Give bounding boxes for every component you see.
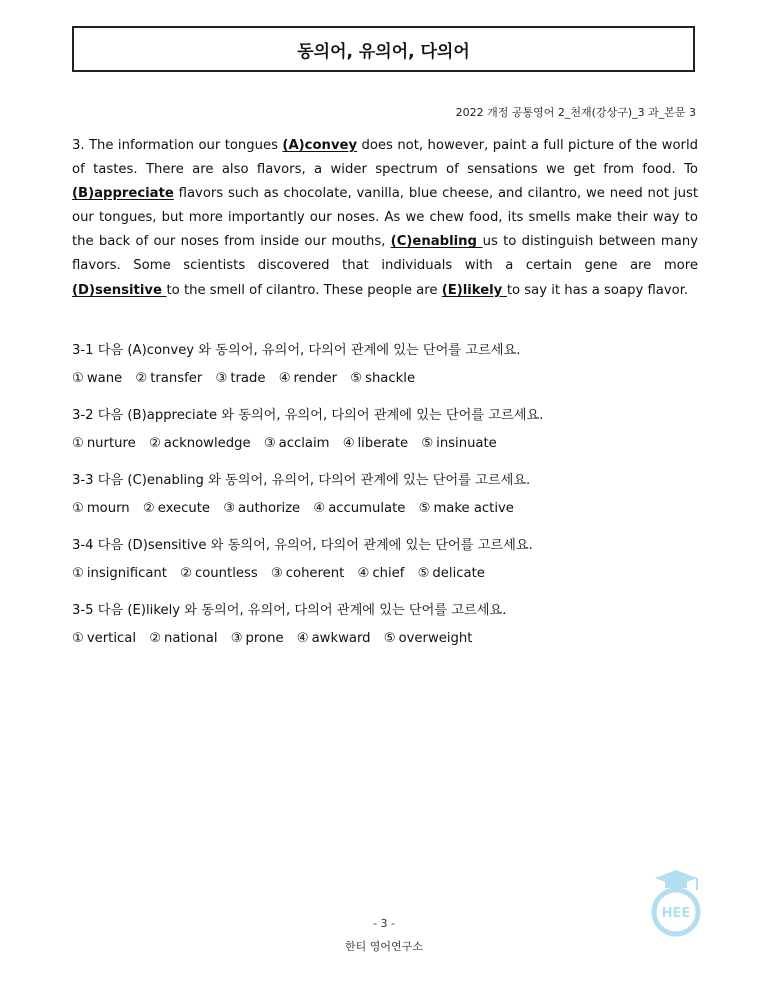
publisher-footer: 한티 영어연구소 [345,940,423,953]
marked-word-d: (D)sensitive [72,282,167,298]
passage-text: flavors such as chocolate, vanilla, blue cheese, and cilantro, we need not just our tongues, but more importantly our noses. As we chew food, its smells make their way to the back of our noses from inside our mouths, [72,186,698,250]
option-text: vertical [86,631,136,646]
option-number: ③ [223,501,236,516]
answer-options [72,500,702,518]
page-number: - 3 - [373,917,395,930]
option-number: ③ [270,566,283,581]
title-box [72,26,695,72]
option-number: ④ [296,631,309,646]
option-5[interactable] [419,501,514,516]
option-number: ① [72,371,84,386]
question-3-1 [72,342,702,388]
marked-word-a: (A)convey [282,138,358,153]
option-number: ⑤ [421,436,434,451]
option-1[interactable] [72,436,136,451]
option-2[interactable] [149,631,217,646]
passage-text: does not, however, paint a full picture of the world of tastes. There are also flavors, a wider spectrum of sensations we get from food. To [72,138,698,178]
option-text: countless [194,566,258,581]
question-stem: 3-1 다음 (A)convey 와 동의어, 유의어, 다의어 관계에 있는 단어를 고르세요. [72,343,521,358]
option-text: mourn [86,501,130,516]
question-stem: 3-4 다음 (D)sensitive 와 동의어, 유의어, 다의어 관계에 있는 단어를 고르세요. [72,538,533,553]
option-number: ② [142,501,155,516]
question-3-2 [72,407,702,453]
document-subtitle: 2022 개정 공통영어 2_천재(강상구)_3 과_본문 3 [455,106,696,119]
option-4[interactable] [343,436,408,451]
question-3-5 [72,602,702,648]
option-number: ② [180,566,192,581]
passage-number: 3. [72,138,85,153]
option-4[interactable] [297,631,371,646]
answer-options [72,370,702,388]
option-number: ④ [342,436,355,451]
option-5[interactable] [418,566,485,581]
question-3-4 [72,537,702,583]
option-text: delicate [432,566,485,581]
answer-options [72,565,702,583]
option-text: execute [157,501,210,516]
option-text: acclaim [278,436,330,451]
answer-options [72,630,702,648]
option-number: ② [135,371,148,386]
option-text: liberate [357,436,409,451]
option-1[interactable] [72,371,122,386]
option-3[interactable] [223,501,300,516]
option-number: ④ [313,501,326,516]
option-5[interactable] [421,436,496,451]
option-text: accumulate [328,501,406,516]
option-text: trade [230,371,266,386]
option-text: authorize [238,501,301,516]
option-number: ① [72,566,84,581]
option-number: ① [72,631,84,646]
option-4[interactable] [358,566,405,581]
question-stem: 3-3 다음 (C)enabling 와 동의어, 유의어, 다의어 관계에 있는 단어를 고르세요. [72,473,531,488]
logo-text: HEE [661,906,691,921]
option-number: ② [149,631,162,646]
option-text: insinuate [436,436,497,451]
option-text: render [293,371,338,386]
option-text: acknowledge [163,436,251,451]
graduation-cap-logo-icon [643,868,709,938]
option-text: insignificant [86,566,167,581]
answer-options [72,435,702,453]
marked-word-e: (E)likely [441,282,507,298]
option-4[interactable] [313,501,405,516]
option-text: awkward [311,631,371,646]
passage-text: us to distinguish between many flavors. Some scientists discovered that individuals with a certain gene are more [72,234,698,274]
question-stem: 3-2 다음 (B)appreciate 와 동의어, 유의어, 다의어 관계에 있는 단어를 고르세요. [72,408,544,423]
option-3[interactable] [271,566,344,581]
passage-text: The information our tongues [84,138,283,153]
option-number: ⑤ [418,501,431,516]
option-1[interactable] [72,631,136,646]
option-text: wane [86,371,123,386]
option-2[interactable] [149,436,251,451]
option-text: make active [433,501,514,516]
option-text: transfer [150,371,203,386]
option-number: ① [72,436,84,451]
option-3[interactable] [216,371,266,386]
option-1[interactable] [72,566,167,581]
option-number: ② [148,436,161,451]
option-2[interactable] [135,371,202,386]
option-number: ① [72,501,84,516]
option-2[interactable] [143,501,210,516]
marked-word-b: (B)appreciate [72,186,174,202]
option-number: ⑤ [417,566,430,581]
reading-passage [72,134,698,303]
option-2[interactable] [180,566,258,581]
option-text: shackle [365,371,416,386]
option-number: ③ [215,371,228,386]
marked-word-c: (C)enabling [390,234,483,250]
page-title: 동의어, 유의어, 다의어 [297,41,470,62]
option-4[interactable] [279,371,337,386]
option-number: ③ [263,436,276,451]
passage-text: to the smell of cilantro. These people are [166,282,442,298]
option-number: ④ [357,566,370,581]
option-3[interactable] [231,631,284,646]
option-text: overweight [398,631,473,646]
option-text: prone [245,631,284,646]
option-text: coherent [285,566,345,581]
option-text: national [164,631,218,646]
option-text: nurture [86,436,136,451]
option-number: ⑤ [350,371,363,386]
option-text: chief [372,566,405,581]
option-number: ⑤ [383,631,396,646]
institute-logo [643,868,709,938]
question-3-3 [72,472,702,518]
option-5[interactable] [384,631,473,646]
question-stem: 3-5 다음 (E)likely 와 동의어, 유의어, 다의어 관계에 있는 단어를 고르세요. [72,603,507,618]
option-5[interactable] [350,371,415,386]
option-1[interactable] [72,501,130,516]
option-3[interactable] [264,436,330,451]
option-number: ④ [278,371,291,386]
passage-text: to say it has a soapy flavor. [506,282,689,298]
option-number: ③ [230,631,243,646]
